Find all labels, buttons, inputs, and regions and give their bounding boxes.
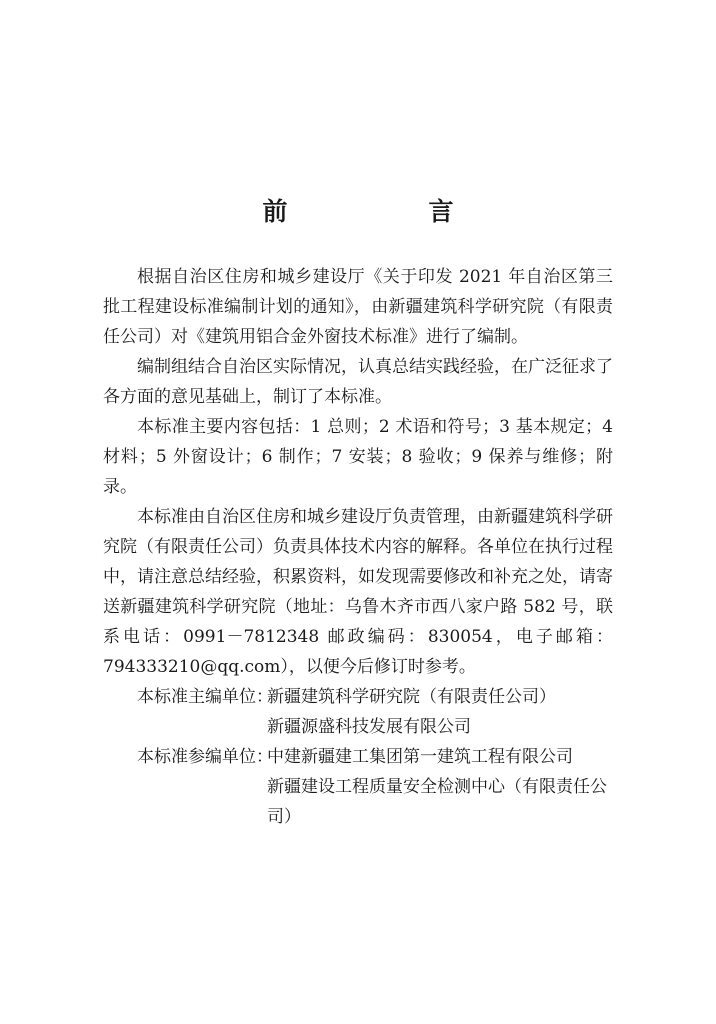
chief-editor-label: 本标准主编单位： xyxy=(137,687,273,707)
chief-editor-unit: 新疆建筑科学研究院（有限责任公司） xyxy=(267,687,556,707)
preface-body xyxy=(103,262,613,832)
participating-editor-label: 本标准参编单位： xyxy=(137,747,273,767)
participating-editor-list xyxy=(267,742,613,832)
page-title: 前 言 xyxy=(262,197,512,226)
chief-editor-unit: 新疆源盛科技发展有限公司 xyxy=(267,717,471,737)
paragraph-contents: 本标准主要内容包括：1 总则；2 术语和符号；3 基本规定；4 材料；5 外窗设计；6 制作；7 安装；8 验收；9 保养与维修；附录。 xyxy=(103,417,613,497)
participating-editor-unit: 中建新疆建工集团第一建筑工程有限公司 xyxy=(267,747,573,767)
paragraph-management: 本标准由自治区住房和城乡建设厅负责管理，由新疆建筑科学研究院（有限责任公司）负责具体技术内容的解释。各单位在执行过程中，请注意总结经验，积累资料，如发现需要修改和补充之处，请寄送新疆建筑科学研究院（地址：乌鲁木齐市西八家户路 582 号，联系电话：0991－7812348 邮政编码：830054，电子邮箱：794333210@qq.com），以便今后修订时参考。 xyxy=(103,507,613,677)
participating-editor-section xyxy=(103,742,613,832)
chief-editor-section xyxy=(103,682,613,742)
paragraph-process: 编制组结合自治区实际情况，认真总结实践经验，在广泛征求了各方面的意见基础上，制订了本标准。 xyxy=(103,357,613,407)
participating-editor-unit: 新疆建设工程质量安全检测中心（有限责任公司） xyxy=(267,777,607,827)
paragraph-background: 根据自治区住房和城乡建设厅《关于印发 2021 年自治区第三批工程建设标准编制计划的通知》，由新疆建筑科学研究院（有限责任公司）对《建筑用铝合金外窗技术标准》进行了编制。 xyxy=(103,267,613,347)
chief-editor-list xyxy=(267,682,613,742)
